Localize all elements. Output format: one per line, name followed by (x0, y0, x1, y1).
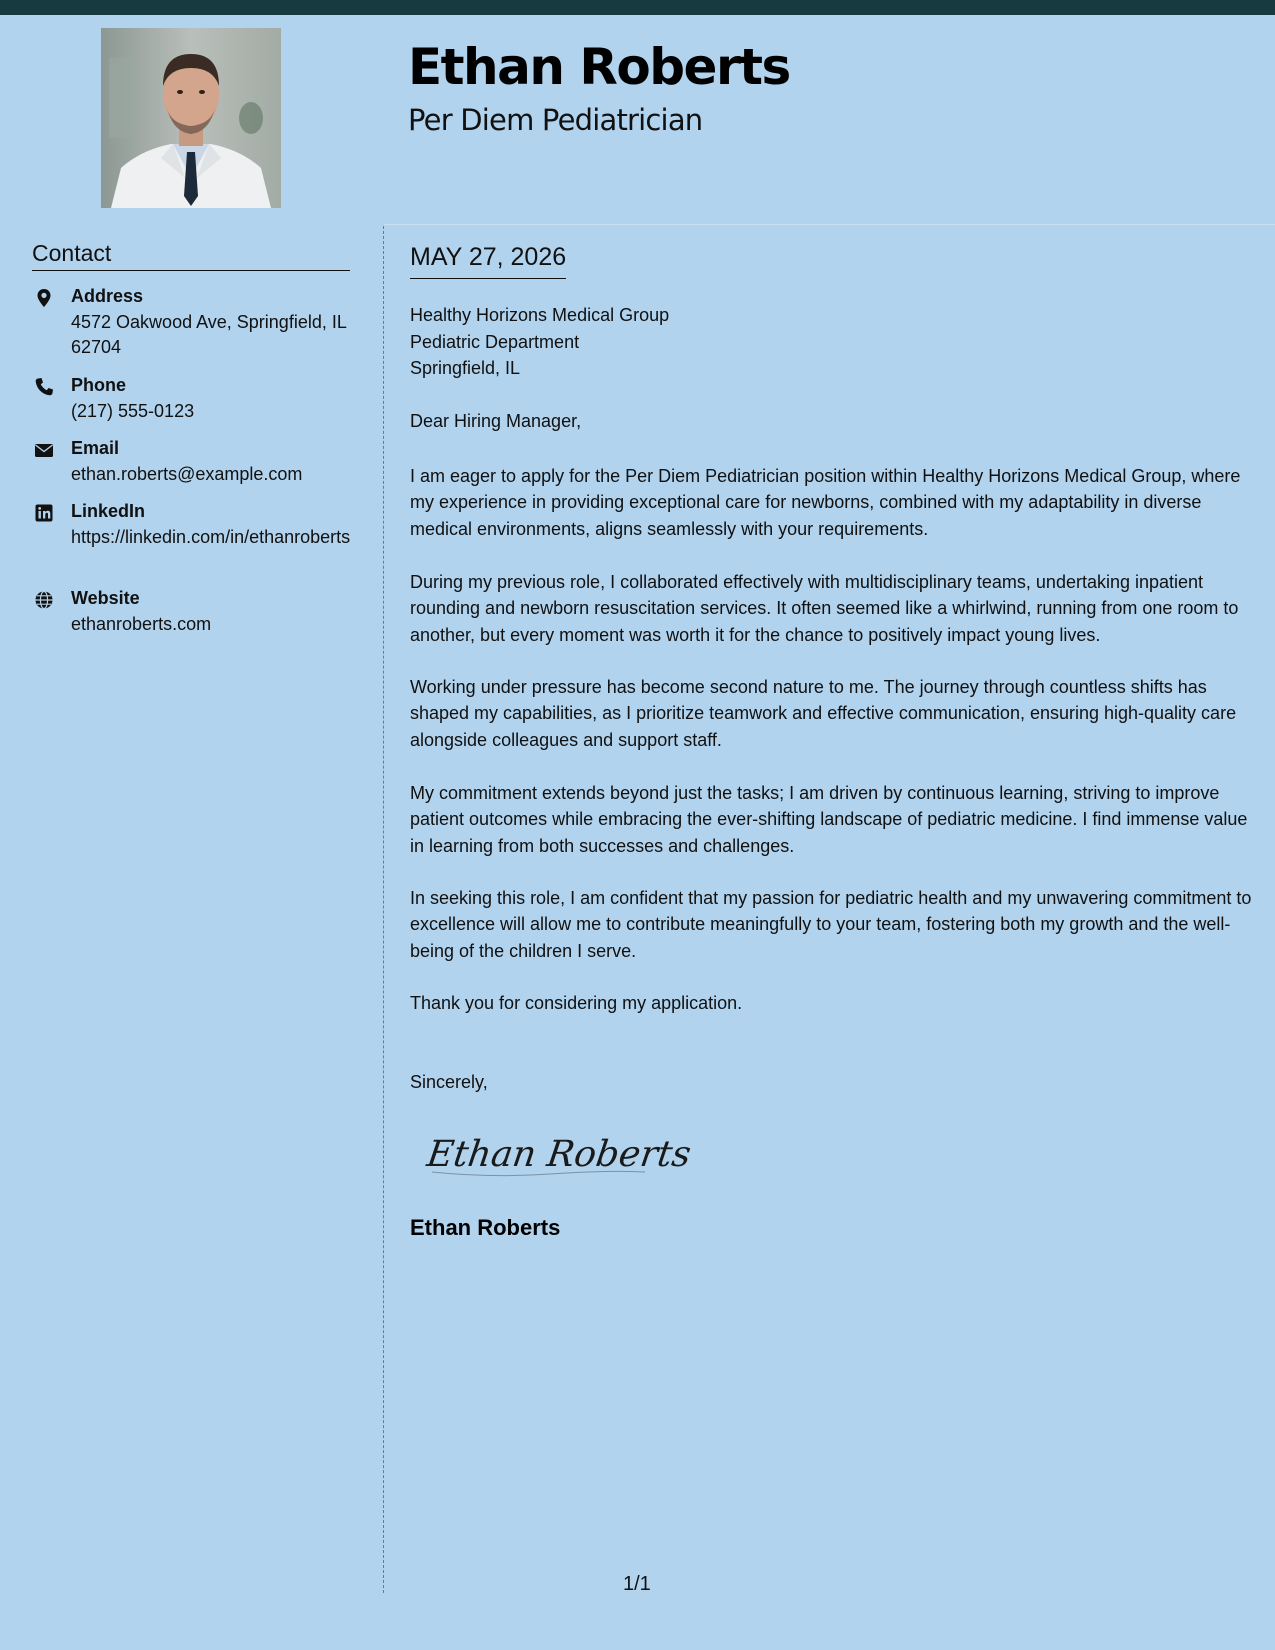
website-link[interactable]: ethanroberts.com (71, 614, 212, 634)
signer-name: Ethan Roberts (410, 1215, 561, 1240)
linkedin-link[interactable]: https://linkedin.com/in/ethanroberts (71, 527, 351, 547)
recipient-line: Pediatric Department (410, 331, 580, 352)
recipient-block (410, 302, 669, 382)
profile-photo (101, 28, 281, 208)
globe-icon (34, 590, 54, 610)
svg-text:Ethan Roberts: Ethan Roberts (424, 1132, 694, 1175)
recipient-line: Healthy Horizons Medical Group (410, 305, 670, 325)
letter-paragraph: During my previous role, I collaborated effectively with multidisciplinary teams, undertaking inpatient rounding and newborn resuscitation services. It often seemed like a whirlwind, running from one room to another, but every moment was worth it for the chance to positively impact young lives. (410, 572, 1239, 645)
email-link[interactable]: ethan.roberts@example.com (71, 464, 303, 484)
closing: Sincerely, (410, 1072, 488, 1092)
linkedin-icon (34, 503, 54, 523)
header-divider (384, 224, 1275, 225)
contact-label: Email (71, 438, 120, 458)
address-value: 4572 Oakwood Ave, Springfield, IL 62704 (71, 312, 347, 357)
letter-paragraph: Working under pressure has become second nature to me. The journey through countless shifts has shaped my capabilities, as I prioritize teamwork and effective communication, ensuring high-quality care alongside colleagues and support staff. (410, 677, 1237, 750)
recipient-line: Springfield, IL (410, 358, 521, 378)
letter-date: MAY 27, 2026 (410, 243, 566, 279)
contact-label: Address (71, 286, 144, 306)
page-number: 1/1 (623, 1573, 651, 1595)
applicant-name: Ethan Roberts (408, 38, 790, 96)
contact-label: LinkedIn (71, 501, 146, 521)
job-title: Per Diem Pediatrician (408, 103, 703, 137)
envelope-icon (34, 440, 54, 460)
letter-paragraph: I am eager to apply for the Per Diem Pediatrician position within Healthy Horizons Medical Group, where my experience in providing exceptional care for newborns, combined with my adaptability in diverse medical environments, aligns seamlessly with your requirements. (410, 466, 1241, 539)
letter-paragraph: In seeking this role, I am confident that my passion for pediatric health and my unwavering commitment to excellence will allow me to contribute meaningfully to your team, fostering both my growth and the well-being of the children I serve. (410, 888, 1252, 961)
contact-label: Phone (71, 375, 127, 395)
contact-heading: Contact (32, 240, 350, 271)
contact-label: Website (71, 588, 140, 608)
phone-value[interactable]: (217) 555-0123 (71, 401, 195, 421)
salutation: Dear Hiring Manager, (410, 411, 582, 431)
column-divider (383, 226, 384, 1593)
map-pin-icon (34, 288, 54, 308)
letter-paragraph: My commitment extends beyond just the tasks; I am driven by continuous learning, striving to improve patient outcomes while embracing the ever-shifting landscape of pediatric medicine. I find immense value in learning from both successes and challenges. (410, 783, 1248, 856)
handwritten-signature (424, 1122, 694, 1186)
top-accent-bar (0, 0, 1275, 15)
letter-paragraph: Thank you for considering my application. (410, 993, 743, 1013)
phone-icon (34, 377, 54, 397)
